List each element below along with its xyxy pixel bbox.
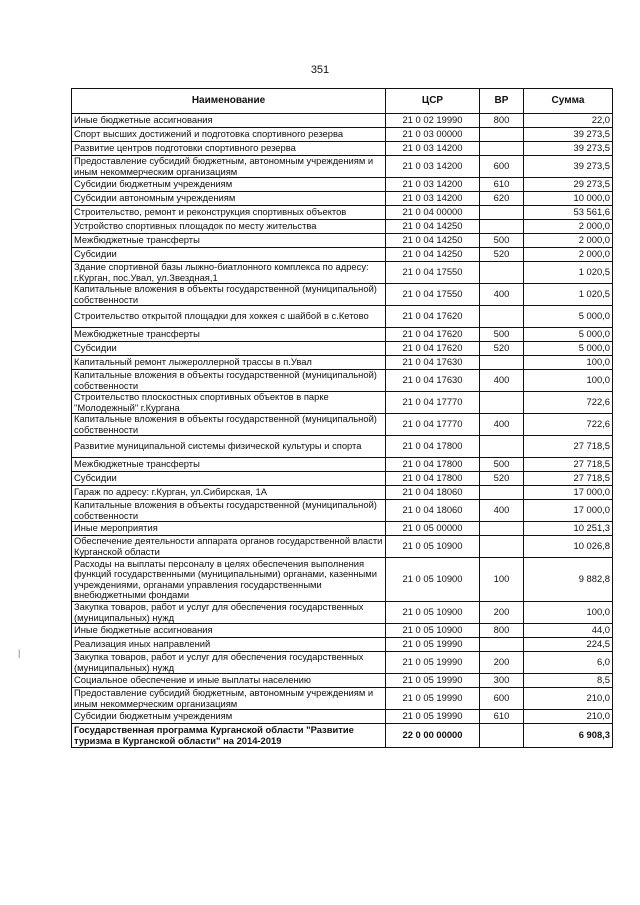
row-csr: 21 0 05 19990 <box>386 688 480 710</box>
row-vr: 800 <box>480 624 524 638</box>
row-sum: 210,0 <box>524 688 613 710</box>
row-csr: 21 0 03 14200 <box>386 178 480 192</box>
row-vr <box>480 220 524 234</box>
row-csr: 21 0 05 10900 <box>386 536 480 558</box>
table-row <box>72 624 613 638</box>
row-csr: 21 0 04 17550 <box>386 284 480 306</box>
row-vr: 520 <box>480 342 524 356</box>
table-row <box>72 500 613 522</box>
row-csr: 21 0 04 17620 <box>386 342 480 356</box>
row-sum: 9 882,8 <box>524 558 613 602</box>
table-row <box>72 262 613 284</box>
row-vr <box>480 262 524 284</box>
table-row <box>72 306 613 328</box>
total-sum: 6 908,3 <box>524 724 613 748</box>
row-csr: 21 0 03 14200 <box>386 142 480 156</box>
table-row <box>72 234 613 248</box>
row-vr: 610 <box>480 178 524 192</box>
row-sum: 5 000,0 <box>524 342 613 356</box>
table-row <box>72 328 613 342</box>
row-csr: 21 0 05 19990 <box>386 652 480 674</box>
table-row <box>72 284 613 306</box>
table-row <box>72 486 613 500</box>
row-sum: 5 000,0 <box>524 306 613 328</box>
table-row <box>72 522 613 536</box>
row-name: Расходы на выплаты персоналу в целях обеспечения выполнения функций государственными (муниципальными) органами, казенными учреждениями, органами управления государственными внебюджетными фондами <box>72 558 386 602</box>
row-csr: 21 0 04 17800 <box>386 436 480 458</box>
row-csr: 21 0 04 17770 <box>386 392 480 414</box>
row-sum: 100,0 <box>524 356 613 370</box>
row-sum: 5 000,0 <box>524 328 613 342</box>
table-row <box>72 392 613 414</box>
row-vr: 200 <box>480 602 524 624</box>
row-name: Субсидии <box>72 472 386 486</box>
row-csr: 21 0 04 17770 <box>386 414 480 436</box>
table-row <box>72 206 613 220</box>
row-vr <box>480 436 524 458</box>
row-vr: 400 <box>480 500 524 522</box>
row-name: Капитальные вложения в объекты государственной (муниципальной) собственности <box>72 370 386 392</box>
row-sum: 39 273,5 <box>524 142 613 156</box>
row-name: Межбюджетные трансферты <box>72 328 386 342</box>
row-name: Устройство спортивных площадок по месту жительства <box>72 220 386 234</box>
row-sum: 8,5 <box>524 674 613 688</box>
row-name: Закупка товаров, работ и услуг для обеспечения государственных (муниципальных) нужд <box>72 602 386 624</box>
row-sum: 53 561,6 <box>524 206 613 220</box>
table-row <box>72 652 613 674</box>
total-vr <box>480 724 524 748</box>
row-csr: 21 0 04 17620 <box>386 328 480 342</box>
table-row <box>72 436 613 458</box>
row-name: Реализация иных направлений <box>72 638 386 652</box>
page-number: 351 <box>310 64 330 76</box>
row-sum: 224,5 <box>524 638 613 652</box>
row-csr: 21 0 05 00000 <box>386 522 480 536</box>
row-sum: 100,0 <box>524 602 613 624</box>
row-name: Межбюджетные трансферты <box>72 458 386 472</box>
row-name: Спорт высших достижений и подготовка спортивного резерва <box>72 128 386 142</box>
table-row <box>72 220 613 234</box>
row-name: Капитальные вложения в объекты государственной (муниципальной) собственности <box>72 500 386 522</box>
header-sum: Сумма <box>524 89 613 114</box>
header-vr: ВР <box>480 89 524 114</box>
row-csr: 21 0 04 17630 <box>386 370 480 392</box>
row-name: Предоставление субсидий бюджетным, автономным учреждениям и иным некоммерческим организациям <box>72 688 386 710</box>
total-name: Государственная программа Курганской области "Развитие туризма в Курганской области" на 2014-2019 <box>72 724 386 748</box>
row-csr: 21 0 04 17620 <box>386 306 480 328</box>
row-sum: 27 718,5 <box>524 436 613 458</box>
table-row <box>72 638 613 652</box>
margin-mark: | <box>18 648 21 658</box>
row-vr: 500 <box>480 234 524 248</box>
row-csr: 21 0 04 14250 <box>386 220 480 234</box>
row-csr: 21 0 04 17800 <box>386 472 480 486</box>
row-csr: 21 0 02 19990 <box>386 114 480 128</box>
row-name: Гараж по адресу: г.Курган, ул.Сибирская, 1А <box>72 486 386 500</box>
row-sum: 2 000,0 <box>524 248 613 262</box>
header-row <box>72 89 613 114</box>
row-sum: 17 000,0 <box>524 500 613 522</box>
row-csr: 21 0 03 14200 <box>386 156 480 178</box>
total-row <box>72 724 613 748</box>
row-name: Иные бюджетные ассигнования <box>72 114 386 128</box>
row-csr: 21 0 04 17800 <box>386 458 480 472</box>
table-row <box>72 156 613 178</box>
row-vr: 800 <box>480 114 524 128</box>
row-csr: 21 0 05 10900 <box>386 602 480 624</box>
row-name: Субсидии бюджетным учреждениям <box>72 178 386 192</box>
budget-table <box>71 88 613 748</box>
table-row <box>72 370 613 392</box>
row-name: Развитие центров подготовки спортивного резерва <box>72 142 386 156</box>
row-name: Закупка товаров, работ и услуг для обеспечения государственных (муниципальных) нужд <box>72 652 386 674</box>
table-row <box>72 342 613 356</box>
table-row <box>72 356 613 370</box>
row-vr: 100 <box>480 558 524 602</box>
table-row <box>72 688 613 710</box>
row-sum: 10 026,8 <box>524 536 613 558</box>
row-name: Капитальные вложения в объекты государственной (муниципальной) собственности <box>72 284 386 306</box>
total-csr: 22 0 00 00000 <box>386 724 480 748</box>
table-row <box>72 192 613 206</box>
table-row <box>72 558 613 602</box>
row-vr: 620 <box>480 192 524 206</box>
row-csr: 21 0 05 10900 <box>386 558 480 602</box>
table-row <box>72 710 613 724</box>
row-vr <box>480 536 524 558</box>
table-row <box>72 472 613 486</box>
row-vr: 500 <box>480 458 524 472</box>
row-csr: 21 0 05 19990 <box>386 674 480 688</box>
row-sum: 2 000,0 <box>524 220 613 234</box>
row-vr <box>480 486 524 500</box>
row-vr: 400 <box>480 370 524 392</box>
row-name: Здание спортивной базы лыжно-биатлонного комплекса по адресу: г.Курган, пос.Увал, ул.Звездная,1 <box>72 262 386 284</box>
table-row <box>72 536 613 558</box>
row-name: Капитальные вложения в объекты государственной (муниципальной) собственности <box>72 414 386 436</box>
row-vr: 400 <box>480 284 524 306</box>
row-sum: 29 273,5 <box>524 178 613 192</box>
row-csr: 21 0 04 18060 <box>386 500 480 522</box>
row-csr: 21 0 04 17550 <box>386 262 480 284</box>
row-vr <box>480 522 524 536</box>
row-name: Субсидии <box>72 248 386 262</box>
row-vr <box>480 128 524 142</box>
row-name: Межбюджетные трансферты <box>72 234 386 248</box>
row-name: Развитие муниципальной системы физической культуры и спорта <box>72 436 386 458</box>
row-sum: 10 251,3 <box>524 522 613 536</box>
row-vr: 610 <box>480 710 524 724</box>
row-csr: 21 0 04 14250 <box>386 234 480 248</box>
table-row <box>72 458 613 472</box>
row-name: Субсидии бюджетным учреждениям <box>72 710 386 724</box>
row-vr: 200 <box>480 652 524 674</box>
row-vr <box>480 142 524 156</box>
row-sum: 2 000,0 <box>524 234 613 248</box>
row-name: Капитальный ремонт лыжероллерной трассы в п.Увал <box>72 356 386 370</box>
row-vr <box>480 206 524 220</box>
row-vr: 500 <box>480 328 524 342</box>
row-csr: 21 0 04 00000 <box>386 206 480 220</box>
row-sum: 722,6 <box>524 392 613 414</box>
row-name: Строительство открытой площадки для хоккея с шайбой в с.Кетово <box>72 306 386 328</box>
row-sum: 1 020,5 <box>524 284 613 306</box>
row-csr: 21 0 05 19990 <box>386 638 480 652</box>
row-sum: 210,0 <box>524 710 613 724</box>
row-name: Субсидии автономным учреждениям <box>72 192 386 206</box>
row-csr: 21 0 05 19990 <box>386 710 480 724</box>
row-name: Обеспечение деятельности аппарата органов государственной власти Курганской области <box>72 536 386 558</box>
row-name: Иные бюджетные ассигнования <box>72 624 386 638</box>
row-sum: 100,0 <box>524 370 613 392</box>
table-row <box>72 602 613 624</box>
row-csr: 21 0 04 18060 <box>386 486 480 500</box>
row-csr: 21 0 04 17630 <box>386 356 480 370</box>
row-vr <box>480 356 524 370</box>
row-sum: 39 273,5 <box>524 156 613 178</box>
row-vr <box>480 638 524 652</box>
row-vr: 300 <box>480 674 524 688</box>
row-sum: 27 718,5 <box>524 472 613 486</box>
row-vr: 400 <box>480 414 524 436</box>
row-csr: 21 0 04 14250 <box>386 248 480 262</box>
row-sum: 722,6 <box>524 414 613 436</box>
row-name: Строительство, ремонт и реконструкция спортивных объектов <box>72 206 386 220</box>
row-sum: 39 273,5 <box>524 128 613 142</box>
row-vr: 520 <box>480 248 524 262</box>
row-sum: 6,0 <box>524 652 613 674</box>
row-name: Иные мероприятия <box>72 522 386 536</box>
row-sum: 1 020,5 <box>524 262 613 284</box>
row-csr: 21 0 05 10900 <box>386 624 480 638</box>
row-name: Строительство плоскостных спортивных объектов в парке "Молодежный" г.Кургана <box>72 392 386 414</box>
row-csr: 21 0 03 14200 <box>386 192 480 206</box>
row-vr <box>480 306 524 328</box>
header-name: Наименование <box>72 89 386 114</box>
row-vr <box>480 392 524 414</box>
table-row <box>72 142 613 156</box>
table-row <box>72 178 613 192</box>
row-vr: 600 <box>480 688 524 710</box>
row-sum: 44,0 <box>524 624 613 638</box>
table-row <box>72 128 613 142</box>
row-sum: 27 718,5 <box>524 458 613 472</box>
row-csr: 21 0 03 00000 <box>386 128 480 142</box>
row-name: Предоставление субсидий бюджетным, автономным учреждениям и иным некоммерческим организациям <box>72 156 386 178</box>
row-name: Социальное обеспечение и иные выплаты населению <box>72 674 386 688</box>
row-vr: 520 <box>480 472 524 486</box>
row-name: Субсидии <box>72 342 386 356</box>
row-sum: 22,0 <box>524 114 613 128</box>
header-csr: ЦСР <box>386 89 480 114</box>
row-sum: 10 000,0 <box>524 192 613 206</box>
row-sum: 17 000,0 <box>524 486 613 500</box>
table-row <box>72 248 613 262</box>
table-row <box>72 114 613 128</box>
table-row <box>72 674 613 688</box>
row-vr: 600 <box>480 156 524 178</box>
table-row <box>72 414 613 436</box>
